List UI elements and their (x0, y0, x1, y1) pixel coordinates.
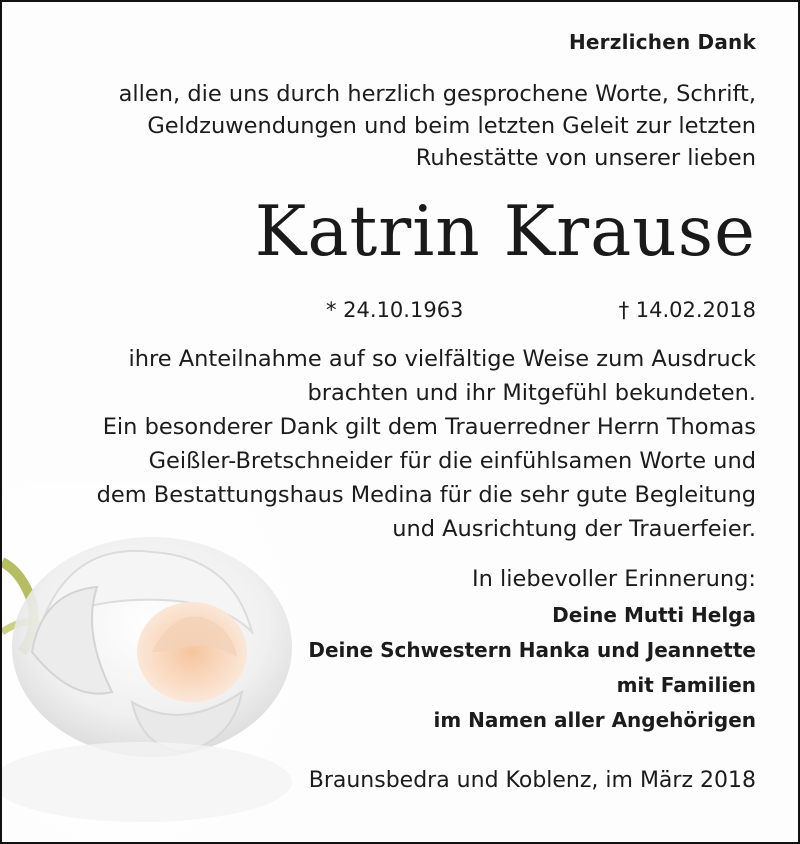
signature-line: mit Familien (616, 673, 756, 697)
intro-line: Geldzuwendungen und beim letzten Geleit zur letzten (147, 113, 756, 139)
intro-line: allen, die uns durch herzlich gesprochene Worte, Schrift, (118, 81, 756, 107)
body-line: Geißler-Bretschneider für die einfühlsamen Worte und (148, 448, 756, 474)
signature-line: Deine Mutti Helga (552, 603, 756, 627)
intro-paragraph (119, 78, 756, 174)
thanks-paragraph (97, 342, 756, 546)
death-date: † 14.02.2018 (618, 298, 756, 322)
heading: Herzlichen Dank (568, 30, 756, 54)
birth-date: * 24.10.1963 (326, 298, 464, 322)
signature-block (308, 598, 756, 738)
body-line: dem Bestattungshaus Medina für die sehr gute Begleitung (96, 482, 756, 508)
signature-line: im Namen aller Angehörigen (433, 708, 756, 732)
closing-line: In liebevoller Erinnerung: (471, 566, 756, 592)
place-date: Braunsbedra und Koblenz, im März 2018 (308, 768, 756, 793)
body-line: und Ausrichtung der Trauerfeier. (392, 516, 756, 542)
deceased-name: Katrin Krause (254, 192, 756, 272)
intro-line: Ruhestätte von unserer lieben (415, 145, 756, 171)
body-line: brachten und ihr Mitgefühl bekundeten. (307, 380, 756, 406)
body-line: Ein besonderer Dank gilt dem Trauerredner Herrn Thomas (102, 414, 756, 440)
signature-line: Deine Schwestern Hanka und Jeannette (308, 638, 756, 662)
body-line: ihre Anteilnahme auf so vielfältige Weise zum Ausdruck (128, 346, 756, 372)
